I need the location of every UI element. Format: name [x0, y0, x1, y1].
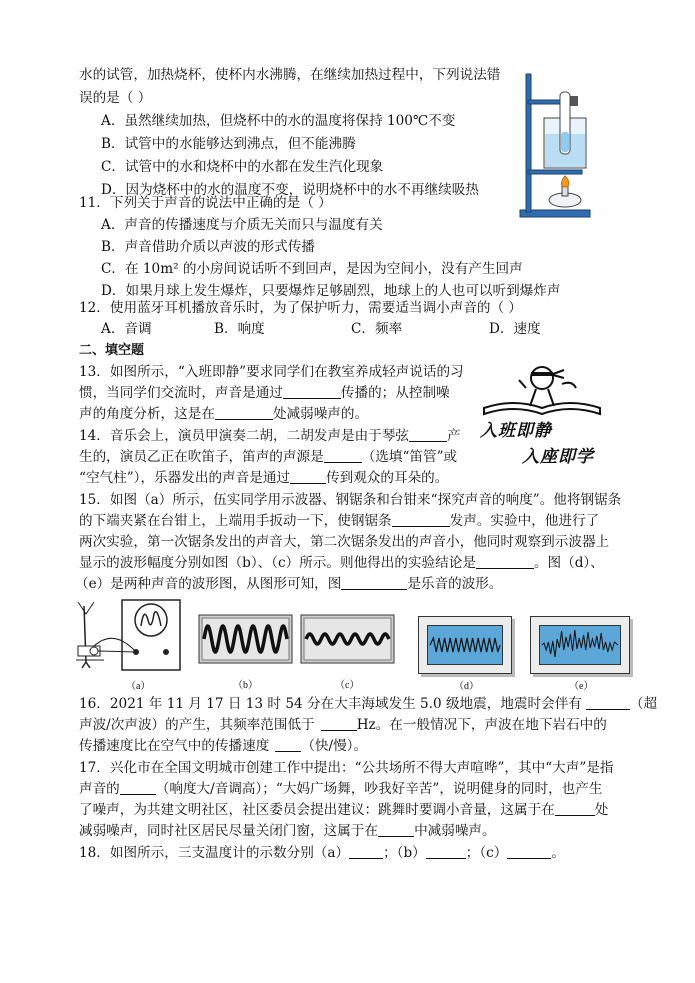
- q10-line2: 误的是（ ）: [79, 90, 152, 106]
- q11-option-c: C．在 10m² 的小房间说话听不到回声，是因为空间小，没有产生回声: [101, 261, 523, 277]
- q11-option-b: B．声音借助介质以声波的形式传播: [101, 239, 315, 255]
- q13-line2-text-b: 传播的；从控制噪: [340, 385, 450, 401]
- q10-option-a: A．虽然继续加热，但烧杯中的水的温度将保持 100℃不变: [101, 113, 456, 129]
- q18-blank-b[interactable]: [426, 844, 466, 859]
- q16-line3-text-a: 传播速度比在空气中的传播速度: [79, 738, 270, 754]
- q18-line1-text-d: 。: [551, 845, 565, 861]
- screen-d-display: [427, 625, 503, 665]
- caption-b: （b）: [233, 680, 258, 691]
- q17-line4: [79, 821, 496, 841]
- waveform-figure-c: [300, 614, 395, 664]
- q16-line3-text-b: （快/慢）。: [301, 738, 368, 754]
- q18-line1-text-a: 18．如图所示，三支温度计的示数分别（a）: [79, 845, 350, 861]
- q14-line1-text-b: 产: [446, 428, 461, 444]
- q17-line3-text-a: 了噪声，为共建文明社区，社区委员会提出建议：跳舞时要调小音量，这属于在: [79, 802, 555, 818]
- q12-option-d: D．速度: [489, 321, 541, 337]
- q18-line1: [79, 843, 565, 863]
- q16-line3: [79, 736, 367, 756]
- caption-a: （a）: [126, 681, 151, 692]
- q15-line4-text-b: 。图（d）、: [533, 555, 604, 571]
- q15-blank-1[interactable]: [392, 512, 450, 527]
- q14-blank-3[interactable]: [290, 469, 326, 484]
- q12-option-c: C．频率: [351, 321, 403, 337]
- q13-blank-2[interactable]: [215, 405, 273, 420]
- q10-line1: 水的试管，加热烧杯，使杯内水沸腾，在继续加热过程中，下列说法错: [79, 67, 501, 83]
- q17-line4-text-b: 中减弱噪声。: [414, 823, 496, 839]
- q17-blank-1[interactable]: [120, 780, 156, 795]
- q17-blank-2[interactable]: [555, 801, 595, 816]
- q13-blank-1[interactable]: [283, 384, 341, 399]
- q14-line3-text-b: 传到观众的耳朵的。: [326, 470, 449, 486]
- q14-line2-text-b: （选填“笛管”或: [361, 449, 458, 465]
- waveform-figure-e: [540, 626, 620, 664]
- q17-line2-text-a: 声音的: [79, 781, 120, 797]
- q13-line3-text-a: 声的角度分析，这是在: [79, 406, 215, 422]
- q16-line2: [79, 715, 607, 735]
- q13-line3-text-b: 处减弱噪声的。: [272, 406, 369, 422]
- caption-c: （c）: [335, 680, 360, 691]
- heating-apparatus-figure: [512, 70, 602, 220]
- q15-line5: [75, 574, 502, 594]
- q15-line4: [79, 553, 604, 573]
- q15-line5-text-b: 是乐音的波形。: [407, 576, 503, 592]
- q15-blank-3[interactable]: [341, 575, 407, 590]
- q16-line1: [79, 694, 657, 714]
- q16-line1-text-b: （超: [629, 696, 658, 712]
- q17-line1: 17．兴化市在全国文明城市创建工作中提出：“公共场所不得大声喧哗”，其中“大声”是指: [79, 760, 614, 776]
- q15-line5-text-a: （e）是两种声音的波形图，从图形可知，图: [75, 576, 342, 592]
- slogan-text-2: 入座即学: [522, 447, 594, 467]
- q16-blank-2[interactable]: [321, 716, 357, 731]
- q14-line1: [79, 426, 461, 446]
- q18-line1-text-b: ；（b）: [383, 845, 426, 861]
- q18-line1-text-c: ；（c）: [465, 845, 508, 861]
- q17-line3: [79, 800, 608, 820]
- q12-option-a: A．音调: [101, 321, 152, 337]
- q17-blank-3[interactable]: [378, 822, 414, 837]
- q13-line2: [79, 383, 450, 403]
- q10-option-d: D．因为烧杯中的水的温度不变，说明烧杯中的水不再继续吸热: [101, 182, 479, 198]
- section-title-fill-blank: 二、填空题: [79, 343, 145, 358]
- oscilloscope-screen-d: [418, 616, 512, 674]
- q14-line3: [79, 468, 448, 488]
- q15-line2: [79, 511, 599, 531]
- caption-e: （e）: [569, 681, 594, 692]
- slogan-text-1: 入班即静: [480, 421, 552, 441]
- q11-stem: 11．下列关于声音的说法中正确的是（ ）: [79, 195, 332, 211]
- q15-blank-2[interactable]: [476, 554, 534, 569]
- caption-d: （d）: [454, 681, 479, 692]
- q16-line1-text-a: 16．2021 年 11 月 17 日 13 时 54 分在大丰海域发生 5.0 级地震，地震时会伴有: [79, 696, 582, 712]
- q13-line2-text-a: 惯，当同学们交流时，声音是通过: [79, 385, 283, 401]
- q18-blank-c[interactable]: [507, 844, 551, 859]
- q11-option-d: D．如果月球上发生爆炸，只要爆炸足够剧烈，地球上的人也可以听到爆炸声: [101, 283, 561, 299]
- q15-line4-text-a: 显示的波形幅度分别如图（b）、（c）所示。则他得出的实验结论是: [79, 555, 476, 571]
- q16-line2-text-a: 声波/次声波）的产生，其频率范围低于: [79, 717, 315, 733]
- q10-option-c: C．试管中的水和烧杯中的水都在发生汽化现象: [101, 159, 384, 175]
- waveform-figure-b: [198, 614, 293, 664]
- q13-line1: 13．如图所示，“入班即静”要求同学们在教室养成轻声说话的习: [79, 364, 464, 380]
- q14-line1-text-a: 14．音乐会上，演员甲演奏二胡，二胡发声是由于琴弦: [79, 428, 409, 444]
- q13-line3: [79, 404, 368, 424]
- oscilloscope-setup-figure-a: [74, 598, 186, 674]
- q15-line1: 15．如图（a）所示，伍实同学用示波器、钢锯条和台钳来“探究声音的响度”。他将钢锯条: [79, 492, 622, 508]
- q15-line2-text-a: 的下端夹紧在台钳上，上端用手扳动一下，使钢锯条: [79, 513, 392, 529]
- q14-line2: [79, 447, 457, 467]
- q12-option-b: B．响度: [214, 321, 265, 337]
- q14-line2-text-a: 生的，演员乙正在吹笛子，笛声的声源是: [79, 449, 324, 465]
- quiet-classroom-figure: [474, 358, 610, 468]
- q16-blank-1[interactable]: [586, 695, 630, 710]
- q11-option-a: A．声音的传播速度与介质无关而只与温度有关: [101, 217, 383, 233]
- q17-line2-text-b: （响度大/音调高）；“大妈广场舞，吵我好辛苦”，说明健身的同时，也产生: [155, 781, 603, 797]
- student-reading-icon: [474, 358, 610, 418]
- q17-line2: [79, 779, 602, 799]
- q17-line3-text-b: 处: [594, 802, 609, 818]
- q14-blank-2[interactable]: [324, 448, 362, 463]
- q10-option-b: B．试管中的水能够达到沸点，但不能沸腾: [101, 136, 356, 152]
- oscilloscope-screen-e: [530, 616, 630, 674]
- q16-blank-3[interactable]: [275, 737, 301, 752]
- q14-line3-text-a: “空气柱”），乐器发出的声音是通过: [79, 470, 291, 486]
- screen-e-display: [539, 625, 621, 665]
- q15-line2-text-b: 发声。实验中，他进行了: [449, 513, 600, 529]
- q12-stem: 12．使用蓝牙耳机播放音乐时，为了保护听力，需要适当调小声音的（ ）: [79, 300, 523, 316]
- q17-line4-text-a: 减弱噪声，同时社区居民尽量关闭门窗，这属于在: [79, 823, 379, 839]
- q18-blank-a[interactable]: [349, 844, 383, 859]
- waveform-figure-d: [428, 626, 502, 664]
- q14-blank-1[interactable]: [409, 427, 447, 442]
- q16-line2-text-b: Hz。在一般情况下，声波在地下岩石中的: [356, 717, 607, 733]
- q15-line3: 两次实验，第一次锯条发出的声音大，第二次锯条发出的声音小，他同时观察到示波器上: [79, 534, 610, 550]
